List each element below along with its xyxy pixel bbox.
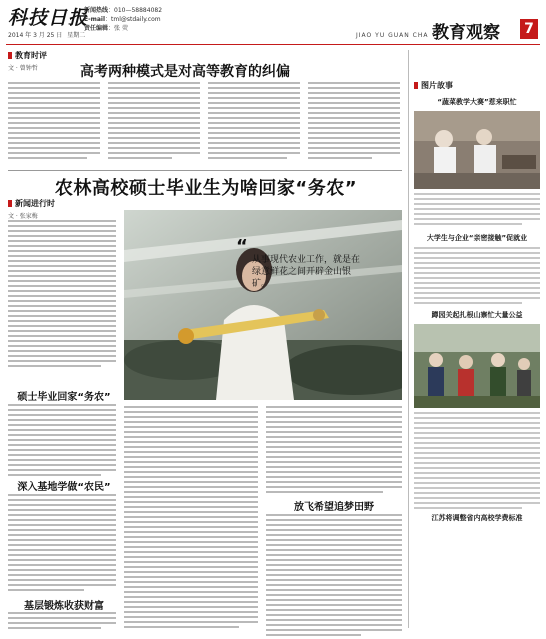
- pull-quote-text: 从事现代农业工作，就是在绿意鲜花之间开辟金山银矿。: [252, 255, 361, 289]
- article1-col: [8, 82, 100, 162]
- tag-marker-icon: [8, 52, 12, 59]
- article1-body: [8, 82, 400, 162]
- editor-name: 张 荧: [114, 25, 128, 32]
- email-label: E-mail: [84, 16, 106, 23]
- article2-headline: 农林高校硕士毕业生为啥回家“务农”: [54, 178, 358, 199]
- masthead-rule: [6, 44, 540, 45]
- article1-col: [108, 82, 200, 162]
- article2-col-1b: [8, 404, 116, 479]
- article2-col-1: [8, 220, 116, 370]
- tag-marker-icon: [8, 200, 12, 207]
- article1-headline: 高考两种模式是对高等教育的纠偏: [80, 64, 290, 80]
- tag-marker-icon: [414, 82, 418, 89]
- article2-col-3: [266, 406, 402, 496]
- quote-mark-icon: “: [236, 236, 248, 257]
- article2-byline: 文 · 张家梅: [8, 213, 38, 220]
- editor-row: 责任编辑：张 荧: [84, 25, 128, 32]
- story3-title: 蹲园关起扎根山寨忙大量公益: [431, 311, 523, 319]
- issue-date: [8, 30, 85, 39]
- article1-tag: [8, 50, 400, 61]
- subhead-2: 深入基地学做“农民”: [17, 482, 111, 493]
- story1-title: “蔬菜教学大赛”惹来职忙: [437, 98, 517, 106]
- story3-photo: [414, 324, 540, 408]
- article1-tag-label: 教育时评: [15, 51, 47, 60]
- article2-col-1d: [8, 612, 116, 632]
- divider: [8, 170, 402, 171]
- hotline-number: 010—58884082: [114, 7, 163, 14]
- main-photo: [124, 210, 402, 400]
- volunteers-illustration: [414, 324, 540, 408]
- story2-title: 大学生与企业“亲密接触”促就业: [426, 234, 528, 242]
- subhead-3: 放飞希望追梦田野: [294, 502, 374, 513]
- article1-col: [308, 82, 400, 162]
- article2-col-1c: [8, 494, 116, 594]
- pinyin-title: JIAO YU GUAN CHA: [356, 32, 429, 39]
- hotline-row: 新闻热线：010—58884082: [84, 7, 163, 14]
- sidebar-tag-label: 图片故事: [421, 81, 453, 90]
- pull-quote: [236, 236, 368, 290]
- story2-caption: [414, 247, 540, 304]
- sidebar-tag: [414, 80, 540, 91]
- contact-block: [84, 6, 162, 33]
- story1-caption: [414, 193, 540, 225]
- editor-label: 责任编辑: [84, 25, 109, 32]
- article2-tag-block: [8, 198, 55, 220]
- email-row: E-mail：tml@stdaily.com: [84, 16, 161, 23]
- article1-byline: 文 · 曾钟哲: [8, 65, 38, 72]
- hotline-label: 新闻热线: [84, 7, 109, 14]
- article2-tag-label: 新闻进行时: [15, 199, 55, 208]
- article2-col-3b: [266, 514, 402, 639]
- subhead-1: 硕士毕业回家“务农”: [17, 392, 111, 403]
- sidebar: [414, 50, 540, 628]
- article2-col-2: [124, 406, 258, 631]
- cooking-contest-illustration: [414, 111, 540, 189]
- email-address: tml@stdaily.com: [111, 16, 161, 23]
- date-text: 2014 年 3 月 25 日: [8, 32, 63, 39]
- article2-tag: [8, 198, 55, 209]
- page-number: 7: [520, 19, 538, 39]
- story1-photo: [414, 111, 540, 189]
- story3-caption: [414, 412, 540, 509]
- subhead-4: 基层锻炼收获财富: [24, 601, 104, 612]
- weekday-text: 星期二: [67, 32, 86, 39]
- article1-col: [208, 82, 300, 162]
- article1: [8, 50, 400, 168]
- masthead: [0, 0, 546, 44]
- woman-in-greenhouse-illustration: [124, 210, 402, 400]
- story4-title: 江苏将调整省内高校学费标准: [431, 514, 523, 522]
- sidebar-divider: [408, 50, 409, 628]
- newspaper-logo: 科技日报: [8, 7, 89, 29]
- section-title: 教育观察: [432, 23, 500, 43]
